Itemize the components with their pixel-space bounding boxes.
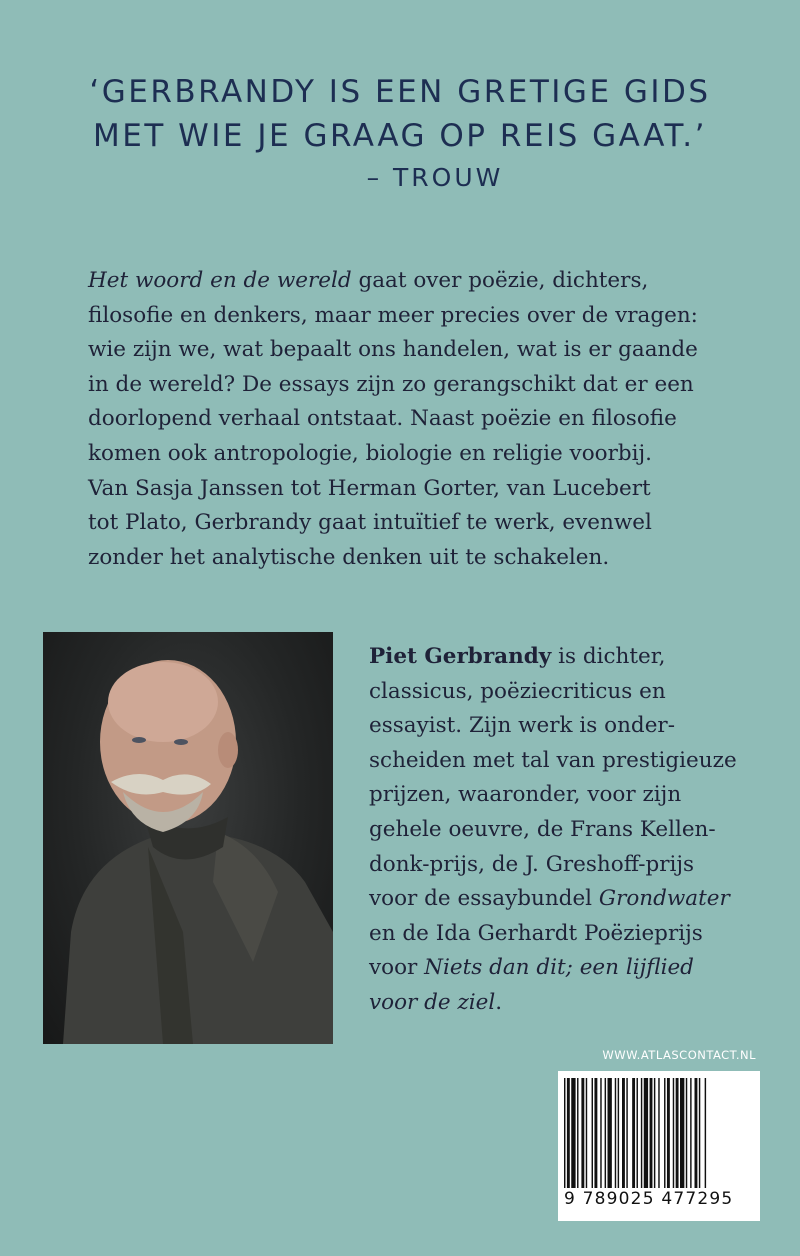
barcode-bar [676,1078,679,1188]
barcode-bar [632,1078,635,1188]
bio-line: en de Ida Gerhardt Poëzieprijs [369,920,703,946]
barcode-bar [637,1078,638,1188]
barcode-bar [686,1078,687,1188]
isbn-number: 9 789025 477295 [564,1189,734,1209]
bio-line: classicus, poëziecriticus en [369,678,666,704]
barcode-bar [592,1078,593,1188]
book-title: Het woord en de wereld [88,268,352,293]
barcode-bar [664,1078,665,1188]
quote-block [0,70,800,198]
barcode [558,1071,760,1221]
barcode-bar [667,1078,670,1188]
barcode-bar [654,1078,655,1188]
bio-line: prijzen, waaronder, voor zijn [369,782,682,808]
blurb-line: filosofie en denkers, maar meer precies over de vragen: [88,302,698,328]
bio-line: voor de ziel. [369,989,503,1015]
blurb-line: wie zijn we, wat bepaalt ons handelen, wat is er gaande [88,337,698,363]
barcode-bar [615,1078,616,1188]
quote-line-1: ‘GERBRANDY IS EEN GRETIGE GIDS [89,74,711,110]
author-name: Piet Gerbrandy [369,644,552,669]
barcode-bar [600,1078,601,1188]
barcode-bar [695,1078,698,1188]
barcode-bar [581,1078,584,1188]
blurb-line: komen ook antropologie, biologie en religie voorbij. [88,440,653,466]
bio-line: donk-prijs, de J. Greshoff-prijs [369,851,695,877]
barcode-bar [658,1078,659,1188]
blurb-line: doorlopend verhaal ontstaat. Naast poëzie en filosofie [88,406,677,432]
blurb-line: tot Plato, Gerbrandy gaat intuïtief te werk, evenwel [88,510,652,536]
author-bio [369,640,749,1021]
barcode-bar [594,1078,597,1188]
barcode-bar [699,1078,700,1188]
barcode-bar [641,1078,642,1188]
bio-line: gehele oeuvre, de Frans Kellen- [369,816,716,842]
book-blurb [88,264,728,575]
blurb-line: Het woord en de wereld gaat over poëzie, dichters, [88,268,649,293]
blurb-line: in de wereld? De essays zijn zo gerangschikt dat er een [88,371,694,397]
barcode-bar [608,1078,612,1188]
quote-line-2: MET WIE JE GRAAG OP REIS GAAT.’ [93,118,707,154]
bio-line: scheiden met tal van prestigieuze [369,747,737,773]
barcode-bar [626,1078,627,1188]
barcode-bar [644,1078,648,1188]
barcode-bars [564,1078,754,1188]
publisher-website: WWW.ATLASCONTACT.NL [602,1048,756,1062]
author-photo [43,632,333,1044]
barcode-bar [564,1078,565,1188]
quote-source: – TROUW [366,163,504,192]
barcode-bar [622,1078,625,1188]
blurb-line: Van Sasja Janssen tot Herman Gorter, van Lucebert [88,475,651,501]
barcode-bar [673,1078,674,1188]
barcode-bar [680,1078,684,1188]
bio-line: voor de essaybundel Grondwater [369,886,730,912]
work-title-grondwater: Grondwater [598,886,730,912]
author-portrait-illustration [43,632,333,1044]
barcode-bar [650,1078,653,1188]
barcode-bar [571,1078,575,1188]
work-title-niets-dan-dit: Niets dan dit; een lijflied [424,955,694,981]
bio-line: Piet Gerbrandy is dichter, [369,644,666,669]
bio-line: voor Niets dan dit; een lijflied [369,955,694,981]
barcode-bar [577,1078,578,1188]
bio-line: essayist. Zijn werk is onder- [369,713,675,739]
barcode-bar [705,1078,706,1188]
blurb-line: zonder het analytische denken uit te schakelen. [88,544,610,570]
barcode-bar [618,1078,619,1188]
barcode-bar [690,1078,691,1188]
barcode-bar [586,1078,587,1188]
barcode-bar [567,1078,570,1188]
barcode-bar [605,1078,606,1188]
